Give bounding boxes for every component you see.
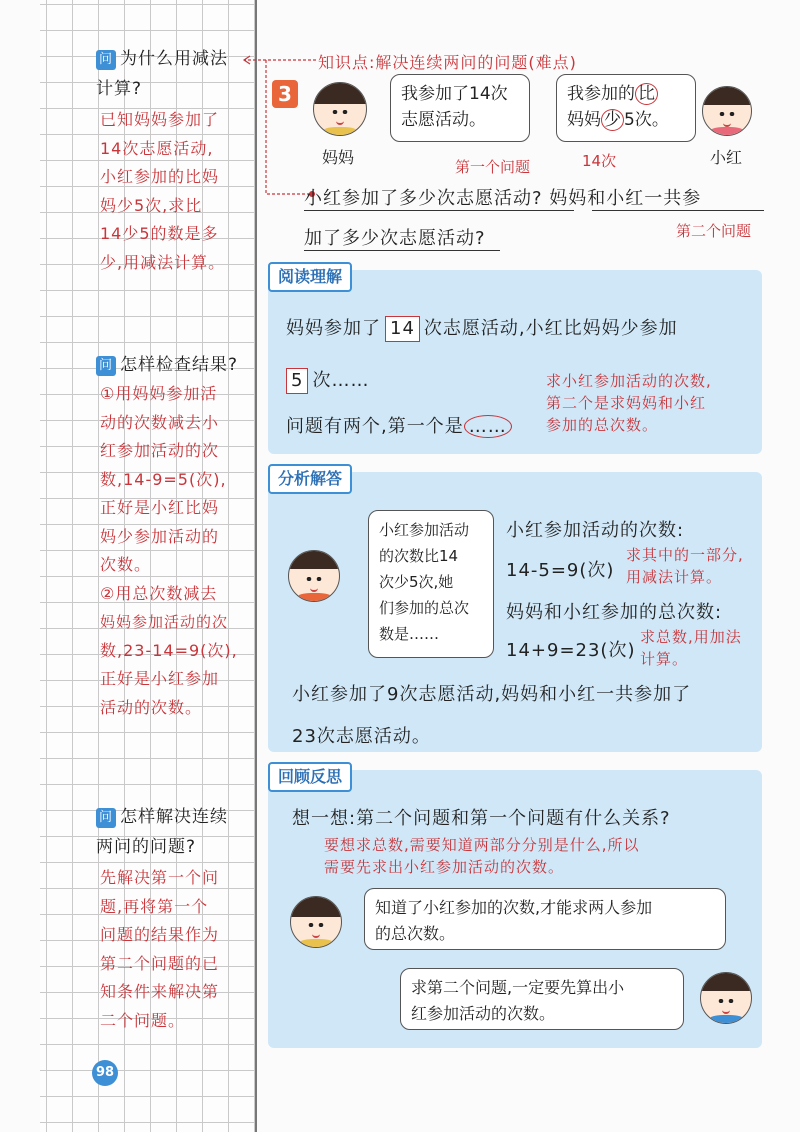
review-bubble-1: 知道了小红参加的次数,才能求两人参加 的总次数。 xyxy=(364,888,726,950)
underline-3 xyxy=(304,250,500,251)
first-question-note: 第一个问题 xyxy=(455,158,531,176)
analysis-label: 分析解答 xyxy=(268,464,352,494)
left-answer-2: ①用妈妈参加活 动的次数减去小 红参加活动的次 数,14-9=5(次), 正好是小红比妈 妈少参加活动的 次数。 ②用总次数减去 妈妈参加活动的次 数,23-14=9(次), 正好是小红参加 活动的次数。 xyxy=(100,384,238,717)
reading-line-2: 5 次…… xyxy=(286,366,369,394)
xiaohong-speech-bubble: 我参加的 比 妈妈 少 5次。 xyxy=(556,74,696,142)
step1-formula: 14-5=9(次) xyxy=(506,560,615,581)
step2-note: 求总数,用加法 计算。 xyxy=(640,628,742,668)
question-badge-icon: 问 xyxy=(96,50,116,70)
step2-title: 妈妈和小红参加的总次数: xyxy=(506,602,723,623)
question-line-2: 加了多少次志愿活动? xyxy=(304,228,486,249)
left-answer-1: 已知妈妈参加了 14次志愿活动, 小红参加的比妈 妈少5次,求比 14少5的数是多 少,用减法计算。 xyxy=(100,110,226,272)
step1-note: 求其中的一部分, 用减法计算。 xyxy=(626,546,744,586)
question-line-1: 小红参加了多少次志愿活动? 妈妈和小红一共参 xyxy=(304,188,702,209)
review-bubble-2: 求第二个问题,一定要先算出小 红参加活动的次数。 xyxy=(400,968,684,1030)
problem-number: 3 xyxy=(272,80,298,108)
left-answer-3: 先解决第一个问 题,再将第一个 问题的结果作为 第二个问题的已 知条件来解决第 二个问题。 xyxy=(100,868,220,1030)
boy-avatar xyxy=(288,550,340,602)
underline-1 xyxy=(304,210,574,211)
reading-line-3: 问题有两个,第一个是 …… xyxy=(286,412,512,438)
left-question-2: 问 怎样检查结果? xyxy=(96,350,246,380)
step2-formula: 14+9=23(次) xyxy=(506,640,636,661)
analysis-speech-bubble: 小红参加活动 的次数比14 次少5次,她 们参加的总次 数是…… xyxy=(368,510,494,658)
second-question-note: 第二个问题 xyxy=(676,222,752,240)
review-note: 要想求总数,需要知道两部分分别是什么,所以 需要先求出小红参加活动的次数。 xyxy=(324,836,640,876)
knowledge-point: 知识点:解决连续两问的问题(难点) xyxy=(318,53,577,72)
xiaohong-avatar xyxy=(702,86,752,136)
note-14: 14次 xyxy=(582,152,617,170)
question-badge-icon: 问 xyxy=(96,356,116,376)
question-badge-icon: 问 xyxy=(96,808,116,828)
analysis-answer-1: 小红参加了9次志愿活动,妈妈和小红一共参加了 xyxy=(292,684,692,705)
boy-avatar-review xyxy=(700,972,752,1024)
mom-avatar xyxy=(313,82,367,136)
analysis-answer-2: 23次志愿活动。 xyxy=(292,726,431,747)
mom-label: 妈妈 xyxy=(322,148,355,167)
review-label: 回顾反思 xyxy=(268,762,352,792)
left-question-3: 问 怎样解决连续 两问的问题? xyxy=(96,807,228,857)
step1-title: 小红参加活动的次数: xyxy=(506,520,685,541)
mom-avatar-review xyxy=(290,896,342,948)
reading-note: 求小红参加活动的次数, 第二个是求妈妈和小红 参加的总次数。 xyxy=(546,372,712,434)
underline-2 xyxy=(592,210,764,211)
mom-speech-bubble: 我参加了14次 志愿活动。 xyxy=(390,74,530,142)
review-think: 想一想:第二个问题和第一个问题有什么关系? xyxy=(292,808,671,829)
reading-label: 阅读理解 xyxy=(268,262,352,292)
left-question-1: 问 为什么用减法 计算? xyxy=(96,49,228,99)
connector-arrow xyxy=(240,54,320,204)
xiaohong-label: 小红 xyxy=(710,148,743,167)
page-number: 98 xyxy=(92,1060,118,1086)
reading-line-1: 妈妈参加了 14 次志愿活动,小红比妈妈少参加 xyxy=(286,314,678,342)
